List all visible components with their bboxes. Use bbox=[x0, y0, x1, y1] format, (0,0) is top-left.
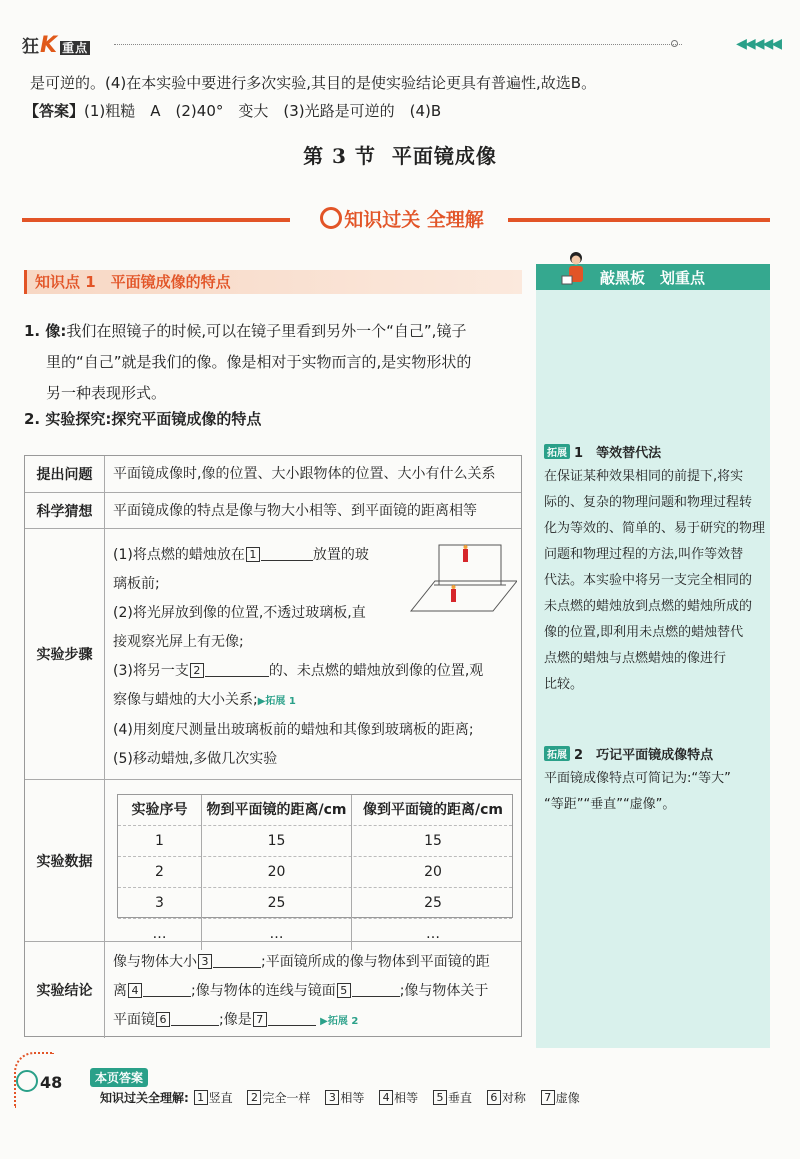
mirror-experiment-figure bbox=[405, 539, 517, 615]
answer-tag: 【答案】 bbox=[24, 102, 85, 120]
item-2: 2. 实验探究:探究平面镜成像的特点 bbox=[24, 410, 262, 428]
section-band bbox=[22, 205, 770, 235]
data-row: 3 25 25 bbox=[118, 888, 512, 919]
table-row: 科学猜想 平面镜成像的特点是像与物大小相等、到平面镜的距离相等 bbox=[25, 493, 521, 529]
extension-1-title: 拓展 1 等效替代法 bbox=[544, 442, 661, 461]
table-row: 实验步骤 (1)将点燃的蜡烛放在 1 放置的玻 璃板前; (2)将光屏放到像的位置,不透过玻璃板,直 接观察光屏上有无像; (3)将另一支 2 的、未点燃的蜡烛放到像的位置,观 察像与蜡烛的大小关系;▶拓展 1 (4)用刻度尺测量出玻璃板前的蜡烛和其像到玻璃板的距离; (5)移动蜡烛,多做几次实验 bbox=[25, 529, 521, 780]
data-header-row: 实验序号 物到平面镜的距离/cm 像到平面镜的距离/cm bbox=[118, 795, 512, 826]
section-title: 第 3 节 平面镜成像 bbox=[303, 144, 497, 168]
extension-link-2[interactable]: ▶拓展 2 bbox=[320, 1016, 359, 1027]
header-arrows-icon: ◀◀◀◀◀ bbox=[736, 36, 780, 52]
experiment-steps: (1)将点燃的蜡烛放在 1 放置的玻 璃板前; (2)将光屏放到像的位置,不透过玻璃板,直 接观察光屏上有无像; (3)将另一支 2 的、未点燃的蜡烛放到像的位置,观 察像与蜡烛的大小关系;▶拓展 1 (4)用刻度尺测量出玻璃板前的蜡烛和其像到玻璃板的距离; (5)移动蜡烛,多做几次实验 bbox=[113, 547, 484, 767]
answer-line bbox=[24, 98, 441, 124]
extension-1-text: 在保证某种效果相同的前提下,将实 际的、复杂的物理问题和物理过程转 化为等效的、简单的、易于研究的物理 问题和物理过程的方法,叫作等效替 代法。本实验中将另一支完全相同的 未点燃的蜡烛放到点燃的蜡烛所成的 像的位置,即利用未点燃的蜡烛替代 点燃的蜡烛与点燃蜡烛的像进行 比较。 bbox=[544, 469, 766, 692]
teacher-icon bbox=[560, 250, 592, 290]
table-row: 实验结论 像与物体大小 3 ;平面镜所成的像与物体到平面镜的距 离 4 ;像与物体的连线与镜面 5 ;像与物体关于 平面镜 6 ;像是 7 ▶拓展 2 bbox=[25, 942, 521, 1038]
data-row: … … … bbox=[118, 919, 512, 950]
page-header bbox=[22, 30, 782, 56]
page-badge-icon bbox=[16, 1070, 38, 1092]
page-answers: 知识过关全理解: 1 竖直 2 完全一样 3 相等 4 相等 5 垂直 6 对称 7 虚像 bbox=[100, 1091, 580, 1105]
side-panel-header: 敲黑板 划重点 bbox=[536, 264, 770, 290]
knowledge-point-header: 知识点 1 平面镜成像的特点 bbox=[24, 270, 522, 294]
data-row: 2 20 20 bbox=[118, 857, 512, 888]
spiral-icon bbox=[320, 207, 342, 229]
page-answers-tag: 本页答案 bbox=[90, 1068, 148, 1087]
side-panel bbox=[536, 264, 770, 1048]
data-table bbox=[117, 794, 513, 942]
extension-2-text: 平面镜成像特点可简记为:“等大” “等距”“垂直”“虚像”。 bbox=[544, 771, 731, 812]
data-row: 1 15 15 bbox=[118, 826, 512, 857]
table-row: 提出问题 平面镜成像时,像的位置、大小跟物体的位置、大小有什么关系 bbox=[25, 456, 521, 493]
band-title: 知识过关 全理解 bbox=[292, 205, 512, 232]
page-number: 48 bbox=[16, 1070, 62, 1092]
experiment-table bbox=[24, 455, 522, 1037]
experiment-conclusion: 像与物体大小 3 ;平面镜所成的像与物体到平面镜的距 离 4 ;像与物体的连线与镜面 5 ;像与物体关于 平面镜 6 ;像是 7 ▶拓展 2 bbox=[113, 954, 490, 1028]
extension-2-title: 拓展 2 巧记平面镜成像特点 bbox=[544, 744, 713, 763]
header-dot-icon bbox=[671, 40, 678, 47]
brand-logo: 狂K 重点 bbox=[22, 33, 89, 58]
answer-text: (1)粗糙 A (2)40° 变大 (3)光路是可逆的 (4)B bbox=[84, 102, 442, 120]
item-1: 1. 像:我们在照镜子的时候,可以在镜子里看到另外一个“自己”,镜子 里的“自己”就是我们的像。像是相对于实物而言的,是实物形状的 另一种表现形式。 bbox=[24, 322, 472, 402]
intro-line: 是可逆的。(4)在本实验中要进行多次实验,其目的是使实验结论更具有普遍性,故选B。 bbox=[30, 74, 597, 92]
table-row: 实验数据 实验序号 物到平面镜的距离/cm 像到平面镜的距离/cm 1 15 15 2 20 20 3 25 25 … … … bbox=[25, 780, 521, 942]
header-dotted-line bbox=[114, 44, 682, 45]
extension-link-1[interactable]: ▶拓展 1 bbox=[257, 696, 296, 707]
